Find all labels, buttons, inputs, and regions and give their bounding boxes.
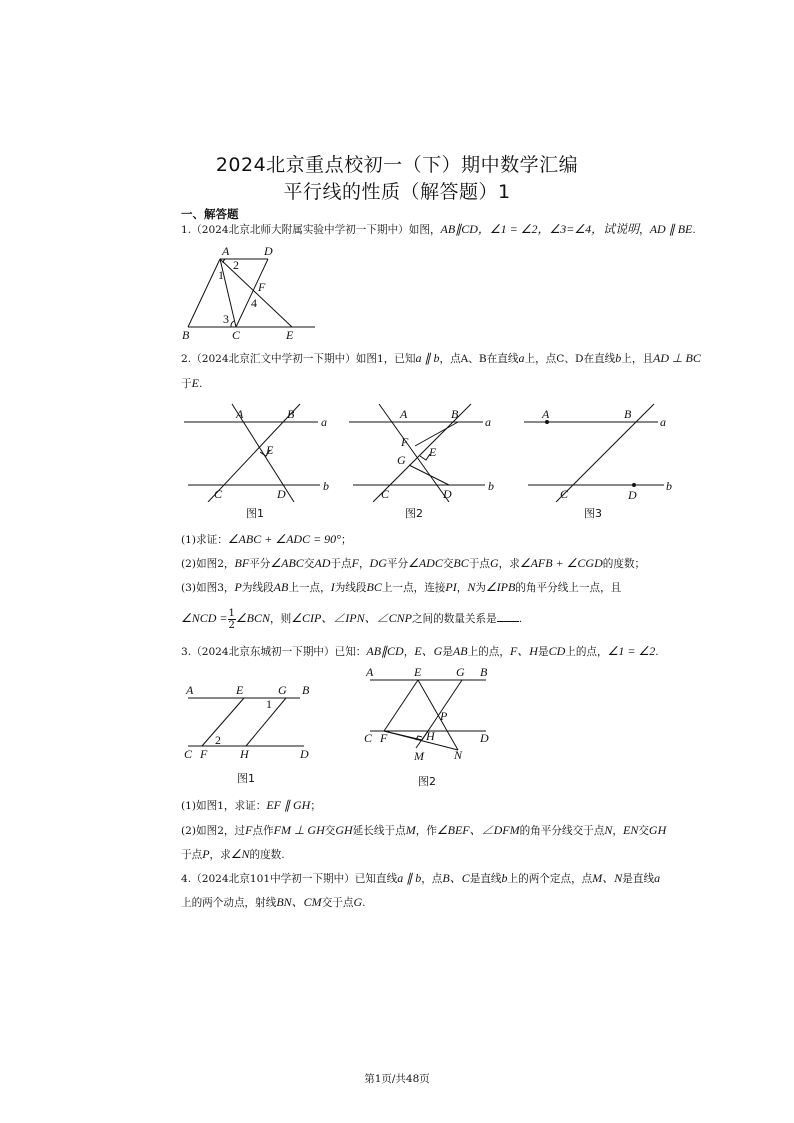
q1-end: . (692, 224, 696, 236)
q2-part2: (2)如图2，BF平分∠ABC交AD于点F，DG平分∠ADC交BC于点G，求∠AFB + ∠CGD的度数； (181, 556, 646, 570)
q2f3-label-b: b (666, 479, 672, 493)
q1-statement: 1.（2024北京北师大附属实验中学初一下期中）如图，AB∥CD，∠1 = ∠2，∠3=∠4，试说明，AD ∥ BE. (181, 222, 696, 236)
q3f2-label-A: A (366, 665, 374, 679)
q2f1-label-B: B (287, 407, 295, 421)
page-subtitle: 平行线的性质（解答题）1 (283, 181, 511, 203)
q3f2-label-G: G (456, 665, 465, 679)
q3-statement: 3.（2024北京东城初一下期中）已知：AB∥CD，E、G是AB上的点，F、H是CD上的点，∠1 = ∠2. (181, 644, 659, 658)
q3f2-label-B: B (480, 665, 488, 679)
q2f1-label-D: D (277, 487, 286, 501)
q3f2-label-D: D (480, 731, 489, 745)
q3f2-label-F: F (380, 731, 388, 745)
q2-statement-line2: 于E. (181, 376, 203, 390)
section-heading: 一、解答题 (181, 207, 239, 221)
q2f2-label-D: D (443, 487, 452, 501)
q2f1-label-C: C (214, 487, 223, 501)
q1-label-D: D (264, 244, 273, 258)
q2f2-label-b: b (488, 479, 494, 493)
q2f3-label-C: C (560, 487, 569, 501)
q2-fig2-caption: 图2 (405, 507, 423, 520)
q2f3-label-D: D (628, 488, 637, 502)
q3-fig2-caption: 图2 (418, 775, 436, 788)
q1-label-1: 1 (218, 268, 224, 282)
q1-label-E: E (286, 328, 294, 342)
q3f2-label-H: H (426, 729, 435, 743)
q2f1-label-A: A (236, 407, 244, 421)
q3f1-label-A: A (186, 683, 194, 697)
q3f2-label-N: N (454, 748, 463, 762)
q3f1-label-G: G (278, 683, 287, 697)
q1-condition: AB∥CD，∠1 = ∠2，∠3=∠4，试说明 (440, 222, 640, 236)
q1-goal: AD ∥ BE (649, 222, 693, 236)
q2-fig1-caption: 图1 (246, 507, 264, 520)
q3f2-label-P: P (440, 709, 448, 723)
q3f1-label-D: D (300, 747, 309, 761)
q1-intro: 1.（2024北京北师大附属实验中学初一下期中）如图， (181, 224, 441, 236)
q3f1-label-H: H (240, 747, 249, 761)
q2f2-label-F: F (401, 435, 409, 449)
q3f1-label-F: F (200, 747, 208, 761)
q3-part2-line1: (2)如图2，过F点作FM ⊥ GH交GH延长线于点M，作∠BEF、∠DFM的角平分线交于点N，EN交GH (181, 823, 667, 837)
answer-blank[interactable] (497, 611, 519, 622)
q2-statement-line1: 2.（2024北京汇文中学初一下期中）如图1，已知a ∥ b，点A、B在直线a上，点C、D在直线b上，且AD ⊥ BC (181, 351, 701, 365)
page-footer: 第1页/共48页 (364, 1073, 430, 1085)
q1-label-A: A (222, 244, 230, 258)
q2f2-label-E: E (429, 445, 437, 459)
q3f2-label-M: M (414, 749, 424, 763)
fraction-one-half: $\frac{1}{2}$ (228, 607, 235, 631)
q3-figure-1 (182, 680, 322, 785)
page-title: 2024北京重点校初一（下）期中数学汇编 (215, 154, 579, 176)
q3f1-label-1: 1 (266, 697, 272, 711)
q2-figure-1 (180, 402, 335, 520)
q3-fig1-caption: 图1 (237, 772, 255, 785)
q3-part1: (1)如图1，求证：EF ∥ GH； (181, 798, 321, 812)
q3f2-label-C: C (364, 731, 373, 745)
q1-label-B: B (182, 328, 190, 342)
q2-part3-line1: (3)如图3，P为线段AB上一点，I为线段BC上一点，连接PI，N为∠IPB的角平分线上一点，且 (181, 580, 622, 594)
q1-label-2: 2 (233, 258, 239, 272)
q2f1-label-b: b (323, 479, 329, 493)
q2f2-label-G: G (397, 453, 406, 467)
q2f2-label-B: B (451, 407, 459, 421)
q2-fig3-caption: 图3 (584, 507, 602, 520)
q2f1-label-a: a (321, 415, 327, 429)
q2-figure-2 (345, 402, 500, 520)
q3f1-label-C: C (184, 747, 193, 761)
q2f3-label-B: B (624, 407, 632, 421)
q4-statement-line2: 上的两个动点，射线BN、CM交于点G. (181, 895, 366, 909)
q2f2-label-a: a (485, 415, 491, 429)
q3-figure-2 (362, 664, 502, 788)
q1-label-F: F (258, 280, 266, 294)
q2f2-label-C: C (381, 487, 390, 501)
q1-label-3: 3 (223, 312, 229, 326)
q3f1-label-2: 2 (215, 733, 221, 747)
q1-label-4: 4 (251, 296, 257, 310)
q2f3-label-A: A (542, 407, 550, 421)
q2f1-label-E: E (266, 443, 274, 457)
q2-figure-3 (520, 402, 680, 520)
q3f2-label-E: E (414, 665, 422, 679)
q4-statement-line1: 4.（2024北京101中学初一下期中）已知直线a ∥ b，点B、C是直线b上的两个定点，点M、N是直线a (181, 871, 661, 885)
q3-part2-line2: 于点P，求∠N的度数. (181, 847, 285, 861)
q2f3-label-a: a (660, 415, 666, 429)
q2f2-label-A: A (400, 407, 408, 421)
q2-part3-line2: ∠NCD = $\frac{1}{2}$ ∠BCN，则∠CIP、∠IPN、∠CNP之间的数量关系是 . (181, 607, 523, 631)
q3f1-label-B: B (302, 683, 310, 697)
q2-part1: (1)求证：∠ABC + ∠ADC = 90°； (181, 532, 352, 546)
q1-figure (180, 243, 320, 343)
q1-label-C: C (232, 328, 241, 342)
q3f1-label-E: E (236, 683, 244, 697)
